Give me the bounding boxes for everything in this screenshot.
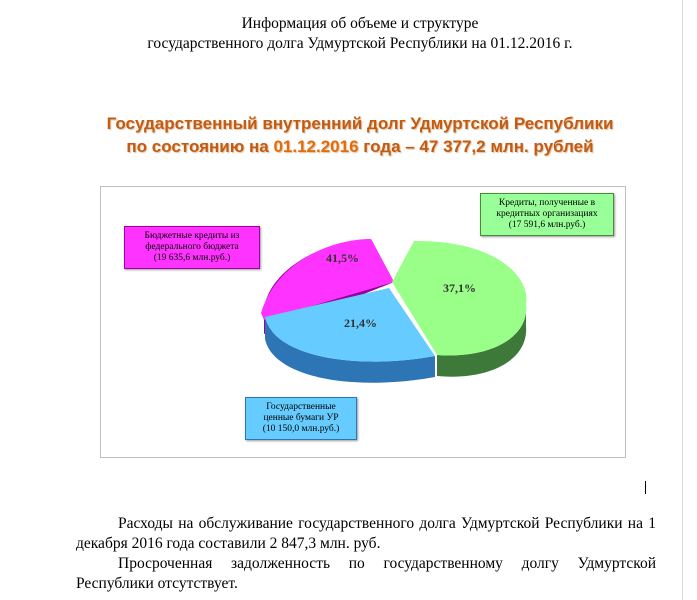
chart-title (60, 112, 660, 158)
callout-budget (124, 226, 260, 269)
callout-bonds-line-1: Государственные (266, 402, 336, 412)
percent-label-bonds: 21,4% (344, 316, 377, 330)
callout-bonds-line-2: ценные бумаги УР (263, 413, 339, 423)
percent-label-budget: 41,5% (326, 251, 359, 265)
callout-budget-line-2: федерального бюджета (145, 242, 239, 252)
chart-title-suffix: года – 47 377,2 млн. рублей (358, 137, 594, 156)
callout-credit (480, 193, 614, 236)
callout-budget-line-1: Бюджетные кредиты из (144, 231, 240, 241)
paragraph-overdue[interactable] (76, 554, 656, 594)
chart-title-line-1: Государственный внутренний долг Удмуртской Республики (106, 114, 614, 133)
header-line-1: Информация об объеме и структуре (241, 15, 479, 32)
percent-label-credit: 37,1% (443, 281, 476, 295)
callout-bonds (245, 397, 357, 440)
callout-bonds-amount: (10 150,0 млн.руб.) (262, 424, 340, 434)
callout-budget-amount: (19 635,6 млн.руб.) (153, 253, 231, 263)
paragraph-expenses-text: Расходы на обслуживание государственного долга Удмуртской Республики на 1 декабря 2016 года составили 2 847,3 млн. руб. (76, 515, 656, 552)
callout-credit-line-2: кредитных организациях (496, 209, 598, 219)
callout-credit-amount: (17 591,6 млн.руб.) (508, 220, 586, 230)
text-cursor (645, 481, 646, 494)
chart-title-line-2 (60, 135, 660, 158)
paragraph-expenses[interactable] (76, 514, 656, 554)
chart-title-prefix: по состоянию на (126, 137, 274, 156)
callout-credit-line-1: Кредиты, полученные в (498, 198, 596, 208)
paragraph-overdue-text: Просроченная задолженность по государственному долгу Удмуртской Республики отсутствует. (76, 555, 656, 592)
page-margin-line (682, 0, 683, 600)
document-header (60, 14, 660, 54)
chart-title-date: 01.12.2016 (273, 137, 359, 156)
header-line-2: государственного долга Удмуртской Республики на 01.12.2016 г. (147, 35, 573, 52)
